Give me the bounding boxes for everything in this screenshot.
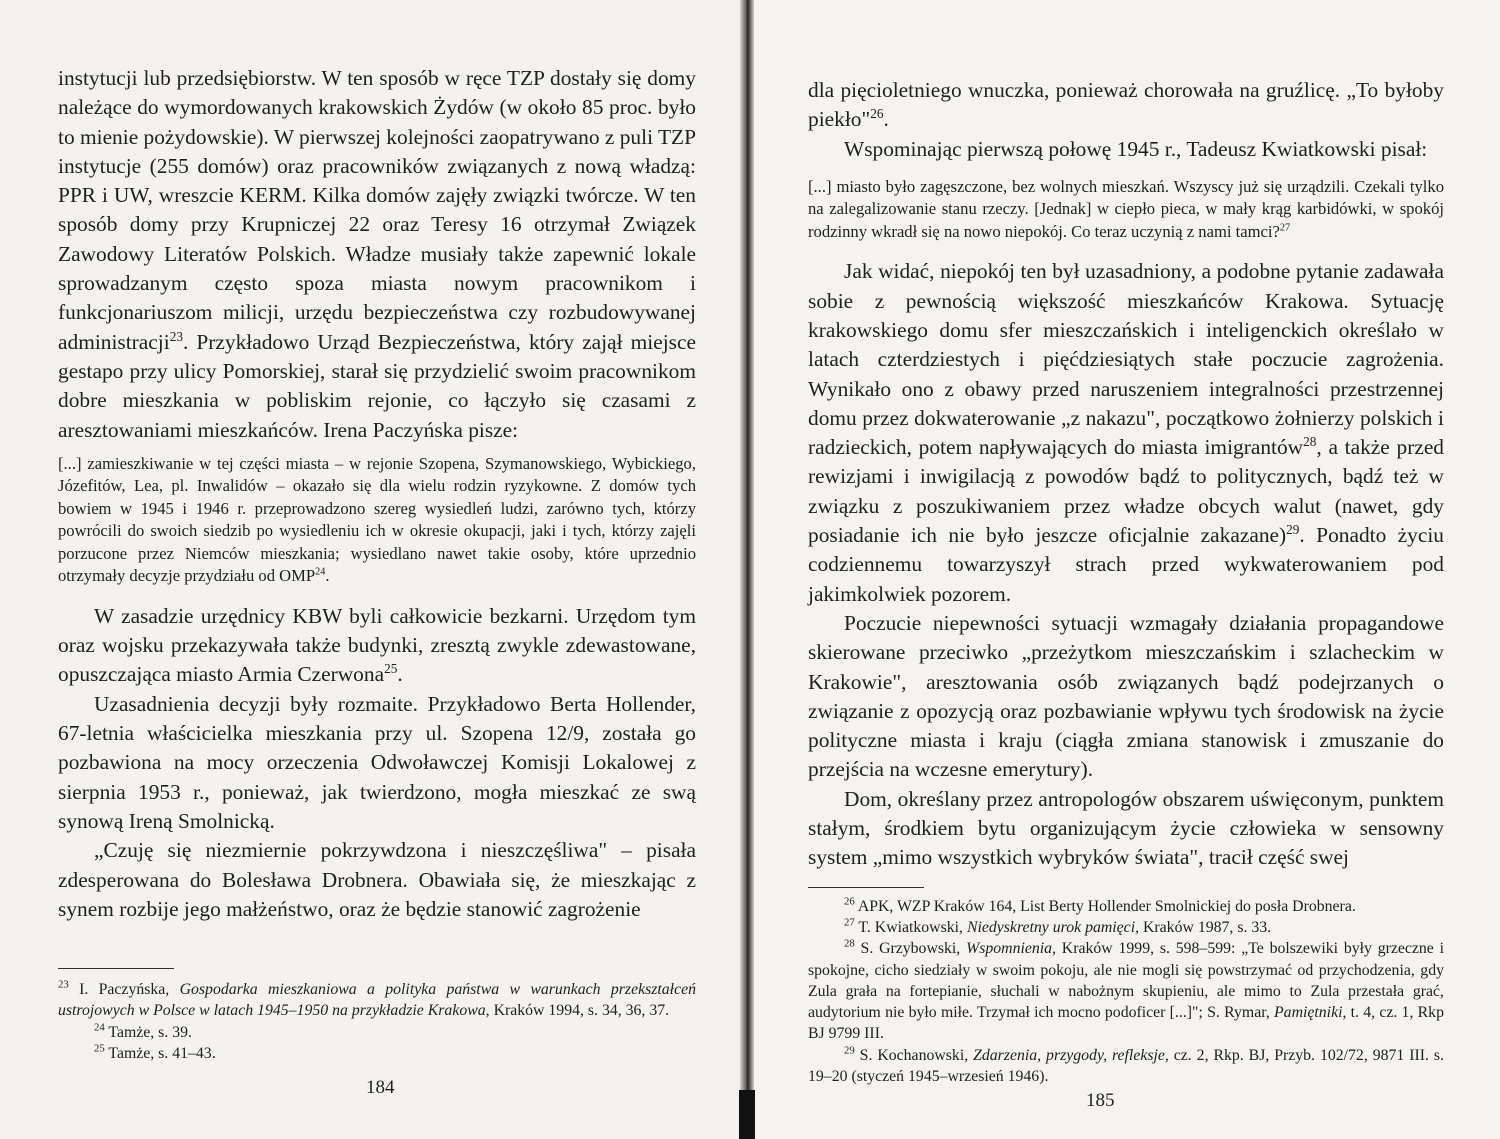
block-quote: [...] zamieszkiwanie w tej części miasta – w rejonie Szopena, Szymanowskiego, Wybickiego, Józefitów, Lea, pl. Inwalidów – okazało się dla wielu rodzin ryzykowne. Z domów tych bowiem w 1945 i 1946 r. przeprowadzono szereg wysiedleń ludzi, zarówno tych, którzy powrócili do swoich siedzib po wysiedleniu ich w okresie okupacji, jaki i tych, którzy zajęli porzucone przez Niemców mieszkania; wysiedlano nawet takie osoby, które uprzednio otrzymały decyzje przydziału od OMP$^{24}$. (58, 453, 696, 586)
paragraph: Uzasadnienia decyzji były rozmaite. Przykładowo Berta Hollender, 67-letnia właścicielka mieszkania przy ul. Szopena 12/9, została go pozbawiona na mocy orzeczenia Odwoławczej Komisji Lokalowej z sierpnia 1953 r., ponieważ, jak twierdzono, mogła mieszkać ze swą synową Ireną Smolnicką. (58, 691, 696, 833)
footnote-divider (58, 968, 174, 969)
footnote-number: 23 (58, 978, 69, 991)
page-number: 185 (1086, 1090, 1115, 1111)
footnote: $^{29}$ S. Kochanowski, Zdarzenia, przygody, refleksje, cz. 2, Rkp. BJ, Przyb. 102/72, 9871 III. s. 19–20 (styczeń 1945–wrzesień 1946). (808, 1044, 1444, 1085)
book-gutter (740, 0, 754, 1139)
footnote-number: 25 (94, 1042, 105, 1055)
footnote: $^{23}$ I. Paczyńska, Gospodarka mieszkaniowa a polityka państwa w warunkach przekształceń ustrojowych w Polsce w latach 1945–1950 na przykładzie Krakowa, Kraków 1994, s. 34, 36, 37. (58, 978, 696, 1020)
page-number: 184 (366, 1077, 395, 1098)
book-gutter-shadow (739, 1090, 755, 1139)
block-quote: [...] miasto było zagęszczone, bez wolnych mieszkań. Wszyscy już się urządzili. Czekali tylko na zalegalizowanie stanu rzeczy. [Jednak] w ciepło pieca, w mały krąg karbidówki, w spokój rodzinny wkradł się na nowo niepokój. Co teraz uczynią z nami tamci?$^{27}$ (808, 176, 1444, 241)
footnote-ref[interactable]: 24 (315, 566, 326, 578)
paragraph: W zasadzie urzędnicy KBW byli całkowicie bezkarni. Urzędom tym oraz wojsku przekazywała także budynki, zresztą zwykle zdewastowane, opuszczająca miasto Armia Czerwona$^{25}$. (58, 603, 696, 687)
left-page-text (58, 64, 696, 1064)
paragraph: Dom, określany przez antropologów obszarem uświęconym, punktem stałym, środkiem bytu organizującym życie człowieka w sensowny system „mimo wszystkich wybryków świata", tracił część swej (808, 786, 1444, 870)
paragraph: Jak widać, niepokój ten był uzasadniony, a podobne pytanie zadawała sobie z pewnością większość mieszkańców Krakowa. Sytuację krakowskiego domu sfer mieszczańskich i inteligenckich określało w latach czterdziestych i pięćdziesiątych stałe poczucie zagrożenia. Wynikało ono z obawy przed naruszeniem integralności przestrzennej domu przez dokwaterowanie „z nakazu", początkowo żołnierzy polskich i radzieckich, potem napływających do miasta imigrantów$^{28}$, a także przed rewizjami i inwigilacją z powodów bądź to politycznych, bądź też w związku z poszukiwaniem przez władze obcych walut (nawet, gdy posiadanie ich nie było jeszcze oficjalnie zakazane)$^{29}$. Ponadto życiu codziennemu towarzyszył strach przed wykwaterowaniem pod jakimkolwiek pozorem. (808, 259, 1445, 606)
footnote: $^{26}$ APK, WZP Kraków 164, List Berty Hollender Smolnickiej do posła Drobnera. (844, 895, 1356, 915)
footnote-ref[interactable]: 26 (870, 106, 884, 122)
paragraph: Poczucie niepewności sytuacji wzmagały działania propagandowe skierowane przeciwko „przeżytkom mieszczańskim i szlacheckim w Krakowie", aresztowania osób związanych bądź podejrzanych o związanie z opozycją oraz pozbawianie wpływu tych środowisk na życie polityczne miasta i kraju (ciągła zmiana stanowisk i zmuszanie do przejścia na wczesne emerytury). (808, 610, 1444, 782)
footnote-number: 27 (844, 916, 855, 929)
footnote-ref[interactable]: 28 (1303, 434, 1317, 450)
footnote-number: 24 (94, 1021, 105, 1034)
left-page (0, 0, 748, 1139)
footnote: $^{24}$ Tamże, s. 39. (94, 1021, 192, 1041)
footnote-number: 28 (844, 937, 855, 950)
paragraph: Wspominając pierwszą połowę 1945 r., Tadeusz Kwiatkowski pisał: (844, 136, 1428, 161)
footnote-ref[interactable]: 29 (1286, 521, 1300, 537)
footnote-ref[interactable]: 27 (1279, 222, 1291, 234)
footnote-number: 29 (844, 1044, 855, 1057)
footnote: $^{27}$ T. Kwiatkowski, Niedyskretny urok pamięci, Kraków 1987, s. 33. (844, 916, 1272, 936)
right-page (748, 0, 1500, 1139)
footnote-ref[interactable]: 23 (169, 328, 183, 344)
footnote-ref[interactable]: 25 (384, 661, 398, 677)
footnote-number: 26 (844, 895, 855, 908)
footnote: $^{25}$ Tamże, s. 41–43. (94, 1042, 216, 1063)
footnote-divider (808, 887, 924, 888)
footnote: $^{28}$ S. Grzybowski, Wspomnienia, Kraków 1999, s. 598–599: „Te bolszewiki były grzeczne i spokojne, cicho siedziały w swoim pokoju, ale nie mogli się powstrzymać od przychodzenia, gdy Zula grała na fortepianie, słuchali w nabożnym skupieniu, ale mimo to Zula przestała grać, audytorium nie było miłe. Trzymał ich mocno podoficer [...]"; S. Rymar, Pamiętniki, t. 4, cz. 1, Rkp BJ 9799 III. (808, 937, 1445, 1043)
paragraph: instytucji lub przedsiębiorstw. W ten sposób w ręce TZP dostały się domy należące do wymordowanych krakowskich Żydów (w około 85 proc. było to mienie pożydowskie). W pierwszej kolejności zaopatrywano z puli TZP instytucje (255 domów) oraz pracowników związanych z nową władzą: PPR i UW, wreszcie KERM. Kilka domów zajęły związki twórcze. W ten sposób domy przy Krupniczej 22 oraz Teresy 16 otrzymał Związek Zawodowy Literatów Polskich. Władze musiały także zapewnić lokale sprowadzanym często spoza miasta nowym pracownikom i funkcjonariuszom milicji, urzędu bezpieczeństwa czy rozbudowywanej administracji$^{23}$. Przykładowo Urząd Bezpieczeństwa, który zajął miejsce gestapo przy ulicy Pomorskiej, starał się przydzielić swoim pracownikom dobre mieszkania w pobliskim rejonie, co łączyło się czasami z aresztowaniami mieszkańców. Irena Paczyńska pisze: (58, 66, 697, 442)
paragraph: dla pięcioletniego wnuczka, ponieważ chorowała na gruźlicę. „To byłoby piekło"$^{26}$. (808, 78, 1444, 132)
paragraph: „Czuję się niezmiernie pokrzywdzona i nieszczęśliwa" – pisała zdesperowana do Bolesława Drobnera. Obawiała się, że mieszkając z synem rozbije jego małżeństwo, oraz że będzie stanowić zagrożenie (58, 838, 696, 921)
right-page-text (808, 76, 1444, 1087)
